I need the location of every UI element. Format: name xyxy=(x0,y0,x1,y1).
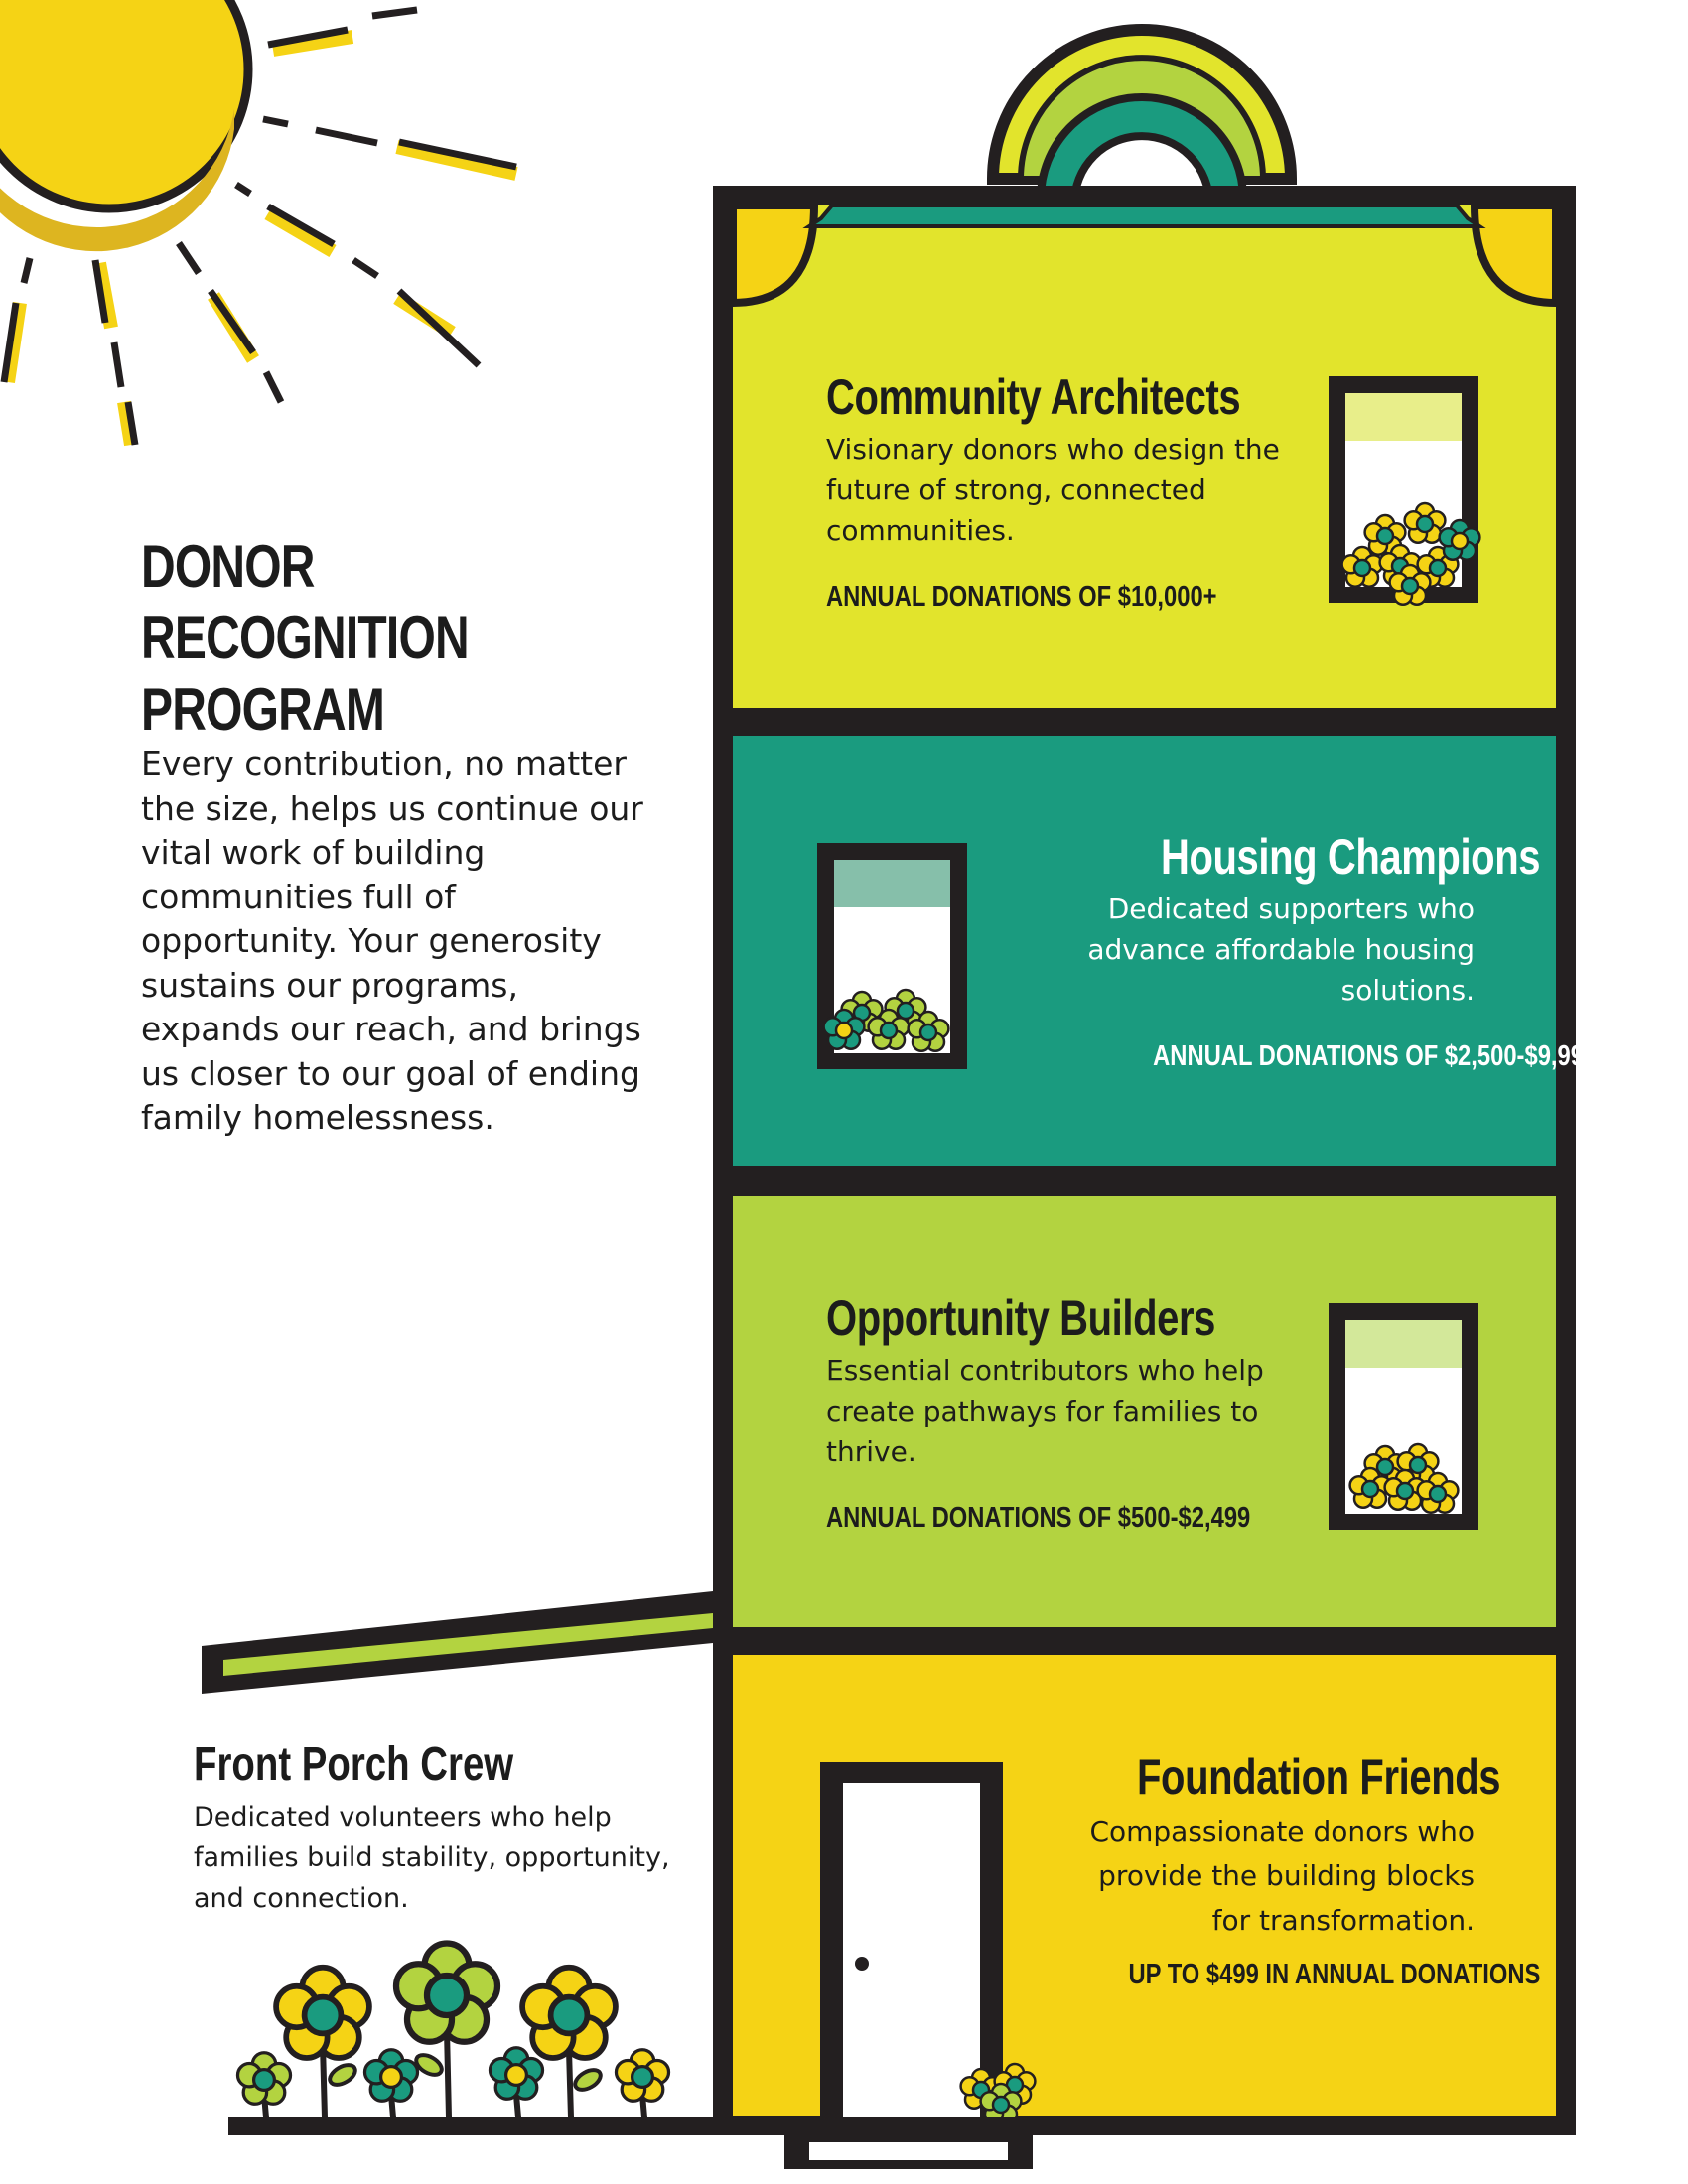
title-line-1: DONOR xyxy=(141,533,315,600)
tier-name: Opportunity Builders xyxy=(826,1291,1215,1346)
tier-description: Dedicated supporters who advance affordable housing solutions. xyxy=(1087,892,1475,1007)
sun-icon xyxy=(0,0,248,251)
intro-paragraph: Every contribution, no matter the size, helps us continue our vital work of building communities full of opportunity. Your generosity sustains our programs, expands our reach, and brings us closer to our goal of ending family homelessness. xyxy=(141,745,643,1137)
window-third xyxy=(1329,1303,1478,1530)
tier-amount: ANNUAL DONATIONS OF $10,000+ xyxy=(826,581,1217,613)
volunteer-description: Dedicated volunteers who help families build stability, opportunity, and connection. xyxy=(194,1802,670,1914)
tier-community-architects xyxy=(826,369,1303,614)
page-title xyxy=(141,531,538,746)
tier-name: Community Architects xyxy=(826,369,1241,425)
tier-opportunity-builders xyxy=(826,1291,1303,1536)
title-line-3: PROGRAM xyxy=(141,676,385,743)
tier-name: Foundation Friends xyxy=(1137,1749,1501,1805)
tier-amount: ANNUAL DONATIONS OF $500-$2,499 xyxy=(826,1502,1251,1534)
roof-arch xyxy=(993,30,1291,204)
tier-description: Compassionate donors who provide the building blocks for transformation. xyxy=(1089,1815,1475,1937)
tier-description: Essential contributors who help create pathways for families to thrive. xyxy=(826,1354,1264,1468)
tier-description: Visionary donors who design the future of strong, connected communities. xyxy=(826,433,1280,547)
tier-amount: ANNUAL DONATIONS OF $2,500-$9,999 xyxy=(1153,1040,1598,1072)
title-line-2: RECOGNITION xyxy=(141,605,469,671)
tier-name: Housing Champions xyxy=(1161,829,1541,885)
door-icon xyxy=(820,1762,1035,2129)
tier-housing-champions xyxy=(1082,829,1598,1074)
window-top xyxy=(1329,376,1479,605)
tier-amount: UP TO $499 IN ANNUAL DONATIONS xyxy=(1128,1959,1541,1990)
tier-foundation-friends xyxy=(1053,1749,1541,1992)
window-second xyxy=(817,843,967,1069)
volunteer-name: Front Porch Crew xyxy=(194,1738,514,1791)
porch-roof xyxy=(202,1591,713,1694)
